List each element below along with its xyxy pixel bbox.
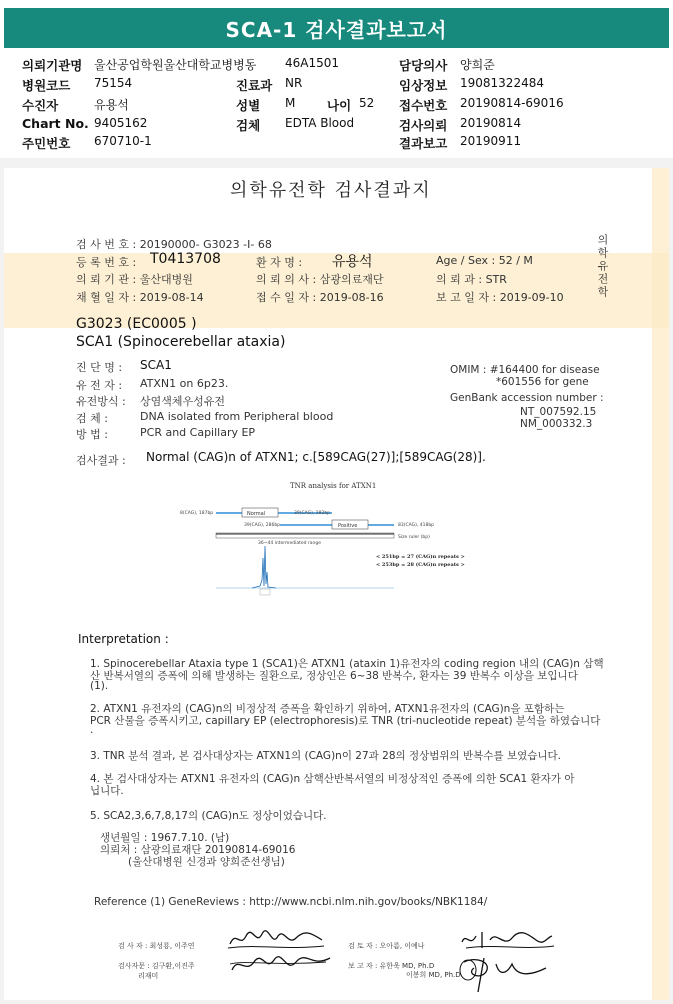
receipt-date: 접 수 일 자 : 2019-08-16 <box>256 291 384 304</box>
label-clinical-info: 임상정보 <box>399 78 448 93</box>
value-chart-no: 9405162 <box>94 116 148 130</box>
label-specimen: 검체 <box>236 118 261 133</box>
specimen-value: DNA isolated from Peripheral blood <box>140 410 334 423</box>
label-resident-no: 주민번호 <box>22 136 71 151</box>
value-specimen: EDTA Blood <box>285 116 355 130</box>
report-date: 보 고 일 자 : 2019-09-10 <box>436 291 564 304</box>
label-patient: 수진자 <box>22 98 59 113</box>
trace-peak <box>252 546 276 588</box>
banner-title: SCA-1 검사결과보고서 <box>4 8 669 48</box>
value-age: 52 <box>359 96 375 110</box>
value-doctor: 양희준 <box>460 58 495 72</box>
label-doctor: 담당의사 <box>399 58 448 73</box>
label-receipt-no: 접수번호 <box>399 98 448 113</box>
inheritance-label: 유전방식 : <box>76 395 126 408</box>
interp-line: 3. TNR 분석 결과, 본 검사대상자는 ATXN1의 (CAG)n이 27과 28의 정상범위의 반복수를 보였습니다. <box>90 750 561 762</box>
value-request-date: 20190814 <box>460 116 522 130</box>
interp-line: PCR 산물을 증폭시키고, capillary EP (electrophoresis)로 TNR (tri-nucleotide repeat) 분석을 하였습니다 <box>90 715 601 727</box>
interp-line: 2. ATXN1 유전자의 (CAG)n의 비정상적 증폭을 확인하기 위하여, ATXN1유전자의 (CAG)n을 포함하는 <box>90 703 565 715</box>
signature-reporter-label: 보 고 자 : 유한욱 MD, Ph.D <box>348 962 435 970</box>
label-department: 진료과 <box>236 78 273 93</box>
signature-advisor-label: 검사자문 : 김구환,이진주 리재미 <box>118 962 195 980</box>
value-hospital-code: 75154 <box>94 76 133 90</box>
label-sex: 성별 <box>236 98 261 113</box>
patient-value: 유용석 <box>332 254 373 270</box>
test-name: SCA1 (Spinocerebellar ataxia) <box>76 334 286 350</box>
fig-rep2: < 253bp = 28 (CAG)n repeats > <box>376 562 465 568</box>
interp-line: (1). <box>90 680 109 692</box>
side-label: 의학유전학 <box>596 234 609 299</box>
fig-label-normal-low: 8(CAG), 187bp <box>180 511 214 516</box>
patient-label: 환 자 명 : <box>256 256 303 269</box>
value-sex: M <box>285 96 296 110</box>
signature-examiner <box>226 926 326 952</box>
interp-line: 산 반복서열의 증폭에 의해 발생하는 질환으로, 정상인은 6~38 반복수, 환자는 39 반복수 이상을 보입니다 <box>90 670 578 682</box>
reg-no-value: T0413708 <box>150 251 221 267</box>
interp-line: 닙니다. <box>90 785 124 797</box>
exam-number: 검 사 번 호 : 20190000- G3023 -I- 68 <box>76 238 272 251</box>
interp-line: 4. 본 검사대상자는 ATXN1 유전자의 (CAG)n 삼핵산반복서열의 비정상적인 증폭에 의한 SCA1 환자가 아 <box>90 773 575 785</box>
signature-advisor <box>226 950 336 978</box>
omim-gene: *601556 for gene <box>496 376 589 388</box>
result-label: 검사결과 : <box>76 454 126 467</box>
specimen-label: 검 체 : <box>76 412 108 425</box>
referring-dept: 의 뢰 과 : STR <box>436 273 507 286</box>
fig-label-normal-high: 39(CAG), 282bp <box>294 511 331 516</box>
fig-label-positive-high: 83(CAG), 418bp <box>398 523 435 528</box>
value-patient: 유용석 <box>94 98 129 112</box>
label-chart-no: Chart No. <box>22 116 89 131</box>
reg-no-label: 등 록 번 호 : <box>76 256 137 269</box>
fig-normal: Normal <box>247 511 266 517</box>
interpretation-title: Interpretation : <box>78 632 169 646</box>
genbank-nt: NT_007592.15 <box>520 406 597 418</box>
label-request-date: 검사의뢰 <box>399 118 448 133</box>
referrer: 의뢰처 : 삼광의료재단 20190814-69016 <box>100 844 296 856</box>
label-report-date: 결과보고 <box>399 136 448 151</box>
tnr-figure <box>172 476 492 596</box>
patient-info-header <box>0 50 673 158</box>
label-hospital-code: 병원코드 <box>22 78 71 93</box>
scanned-report <box>4 168 669 1000</box>
diagnosis-label: 진 단 명 : <box>76 361 123 374</box>
label-age: 나이 <box>327 98 352 113</box>
value-resident-no: 670710-1 <box>94 134 152 148</box>
referring-doctor: 의 뢰 의 사 : 삼광의료재단 <box>256 273 384 286</box>
birth-date: 생년월일 : 1967.7.10. (남) <box>100 832 230 844</box>
highlight-strip <box>652 168 669 1000</box>
gene-label: 유 전 자 : <box>76 379 123 392</box>
inheritance-value: 상염색체우성유전 <box>140 395 226 408</box>
signature-examiner-label: 검 사 자 : 최성룡, 이주연 <box>118 942 195 950</box>
omim-disease: OMIM : #164400 for disease <box>450 364 600 376</box>
signature-reviewer-label: 검 토 자 : 오아름, 이예나 <box>348 942 425 950</box>
method-label: 방 법 : <box>76 428 108 441</box>
test-code: G3023 (EC0005 ) <box>76 316 197 332</box>
fig-label-positive-low: 39(CAG), 286bp <box>244 523 281 528</box>
fig-size-ruler: Size ruler (bp) <box>398 535 430 540</box>
value-clinical-info: 19081322484 <box>460 76 544 90</box>
signature-reviewer <box>456 928 556 952</box>
age-sex: Age / Sex : 52 / M <box>436 254 533 267</box>
genbank-label: GenBank accession number : <box>450 392 604 404</box>
value-department: NR <box>285 76 303 90</box>
label-institution: 의뢰기관명 <box>22 58 83 73</box>
fig-rep1: < 251bp = 27 (CAG)n repeats > <box>376 554 465 560</box>
interp-line: 5. SCA2,3,6,7,8,17의 (CAG)n도 정상이었습니다. <box>90 810 327 822</box>
interp-line: . <box>90 724 94 736</box>
fig-range: 36~44 intermediated range <box>258 541 321 546</box>
report-banner <box>0 0 673 50</box>
signature-reporter <box>456 954 556 994</box>
figure-title: TNR analysis for ATXN1 <box>290 482 377 490</box>
gene-value: ATXN1 on 6p23. <box>140 377 229 390</box>
value-receipt-no: 20190814-69016 <box>460 96 564 110</box>
result-value: Normal (CAG)n of ATXN1; c.[589CAG(27)];[589CAG(28)]. <box>146 450 486 464</box>
peak-label-box <box>260 589 270 595</box>
interp-line: 1. Spinocerebellar Ataxia type 1 (SCA1)은 ATXN1 (ataxin 1)유전자의 coding region 내의 (CAG)n 삼핵 <box>90 658 604 670</box>
method-value: PCR and Capillary EP <box>140 426 256 439</box>
genbank-nm: NM_000332.3 <box>520 418 593 430</box>
fig-positive: Positive <box>338 523 358 529</box>
value-institution: 울산공업학원울산대학교병병동 <box>94 58 257 72</box>
value-ward: 46A1501 <box>285 56 340 70</box>
collection-date: 채 혈 일 자 : 2019-08-14 <box>76 291 204 304</box>
institution: 의 뢰 기 관 : 울산대병원 <box>76 273 193 286</box>
signature-reporter-label-2: 이봉희 MD, Ph.D <box>406 971 461 979</box>
value-report-date: 20190911 <box>460 134 522 148</box>
referrer-detail: (울산대병원 신경과 양희준선생님) <box>128 856 285 868</box>
reference: Reference (1) GeneReviews : http://www.ncbi.nlm.nih.gov/books/NBK1184/ <box>94 896 488 908</box>
diagnosis-value: SCA1 <box>140 358 172 372</box>
report-title: 의학유전학 검사결과지 <box>230 180 432 201</box>
